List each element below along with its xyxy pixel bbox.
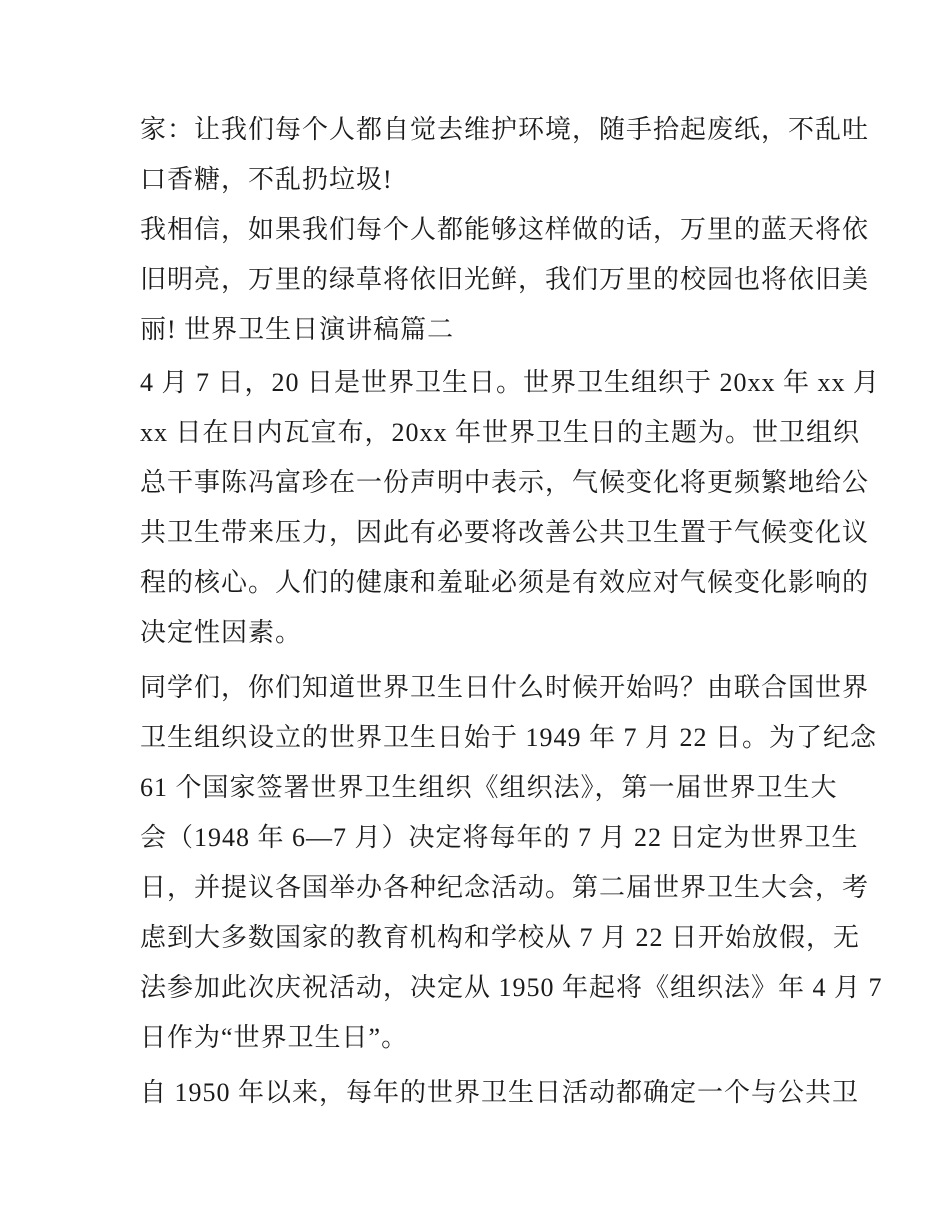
- text-line: 61 个国家签署世界卫生组织《组织法》，第一届世界卫生大: [140, 773, 838, 802]
- text-line: 4 月 7 日，20 日是世界卫生日。世界卫生组织于 20xx 年 xx 月: [140, 368, 881, 397]
- text-line: 旧明亮，万里的绿草将依旧光鲜，我们万里的校园也将依旧美: [140, 265, 870, 294]
- text-line: 法参加此次庆祝活动，决定从 1950 年起将《组织法》年 4 月 7: [140, 973, 883, 1002]
- text-line: 虑到大多数国家的教育机构和学校从 7 月 22 日开始放假，无: [140, 923, 861, 952]
- text-line: 自 1950 年以来，每年的世界卫生日活动都确定一个与公共卫: [140, 1078, 860, 1107]
- text-line: 日作为“世界卫生日”。: [140, 1023, 409, 1052]
- text-line: xx 日在日内瓦宣布，20xx 年世界卫生日的主题为。世卫组织: [140, 418, 861, 447]
- text-line: 日，并提议各国举办各种纪念活动。第二届世界卫生大会，考: [140, 873, 870, 902]
- text-line: 卫生组织设立的世界卫生日始于 1949 年 7 月 22 日。为了纪念: [140, 723, 878, 752]
- text-line: 总干事陈冯富珍在一份声明中表示，气候变化将更频繁地给公: [140, 468, 870, 497]
- text-line: 程的核心。人们的健康和羞耻必须是有效应对气候变化影响的: [140, 568, 870, 597]
- section-heading-line: 丽! 世界卫生日演讲稿篇二: [140, 315, 455, 344]
- text-line: 家：让我们每个人都自觉去维护环境，随手拾起废纸，不乱吐: [140, 115, 870, 144]
- text-line: 同学们，你们知道世界卫生日什么时候开始吗？由联合国世界: [140, 673, 870, 702]
- text-line: 决定性因素。: [140, 618, 303, 647]
- text-line: 口香糖，不乱扔垃圾!: [140, 165, 393, 194]
- text-line: 共卫生带来压力，因此有必要将改善公共卫生置于气候变化议: [140, 518, 870, 547]
- text-line: 会（1948 年 6—7 月）决定将每年的 7 月 22 日定为世界卫生: [140, 823, 859, 852]
- text-line: 我相信，如果我们每个人都能够这样做的话，万里的蓝天将依: [140, 215, 870, 244]
